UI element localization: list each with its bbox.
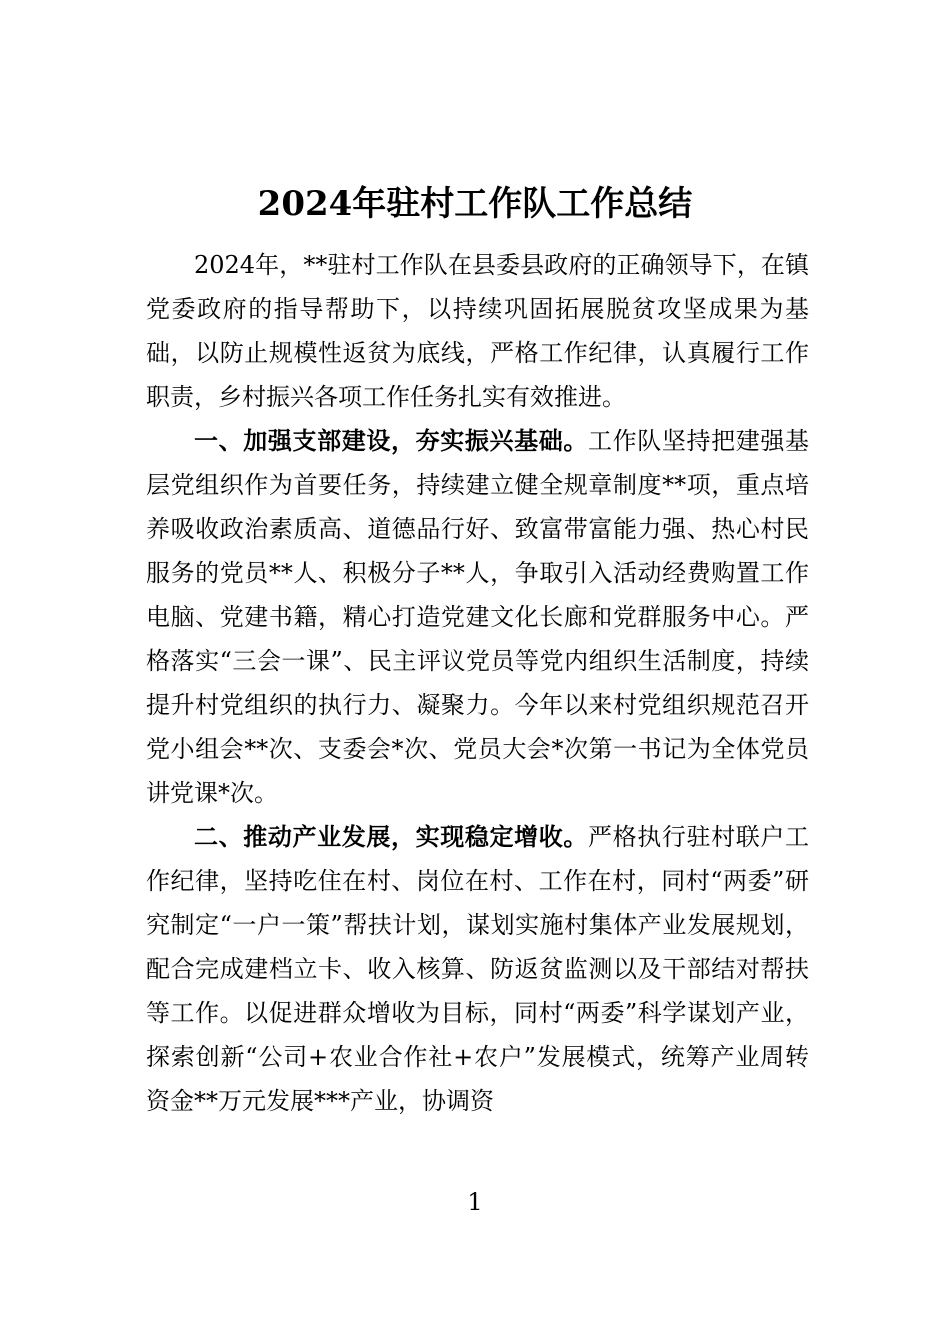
section-heading: 二、推动产业发展，实现稳定增收。: [194, 823, 588, 851]
paragraph-text: 工作队坚持把建强基层党组织作为首要任务，持续建立健全规章制度**项，重点培养吸收政治素质高、道德品行好、致富带富能力强、热心村民服务的党员**人、积极分子**人，争取引入活动经费购置工作电脑、党建书籍，精心打造党建文化长廊和党群服务中心。严格落实“三会一课”、民主评议党员等党内组织生活制度，持续提升村党组织的执行力、凝聚力。今年以来村党组织规范召开党小组会**次、支委会*次、党员大会*次第一书记为全体党员讲党课*次。: [146, 427, 809, 807]
paragraph-text: 严格执行驻村联户工作纪律，坚持吃住在村、岗位在村、工作在村，同村“两委”研究制定“一户一策”帮扶计划，谋划实施村集体产业发展规划，配合完成建档立卡、收入核算、防返贫监测以及干部结对帮扶等工作。以促进群众增收为目标，同村“两委”科学谋划产业，探索创新“公司+农业合作社+农户”发展模式，统筹产业周转资金**万元发展***产业，协调资: [146, 823, 809, 1115]
paragraph-section-1: [146, 419, 809, 815]
paragraph-section-2: [146, 815, 809, 1123]
document-title: 2024年驻村工作队工作总结: [257, 184, 693, 224]
section-heading: 一、加强支部建设，夯实振兴基础。: [194, 427, 588, 455]
paragraph-intro: [146, 243, 809, 419]
page-number: 1: [467, 1188, 483, 1216]
paragraph-text: 2024年，**驻村工作队在县委县政府的正确领导下，在镇党委政府的指导帮助下，以持续巩固拓展脱贫攻坚成果为基础，以防止规模性返贫为底线，严格工作纪律，认真履行工作职责，乡村振兴各项工作任务扎实有效推进。: [146, 251, 809, 411]
